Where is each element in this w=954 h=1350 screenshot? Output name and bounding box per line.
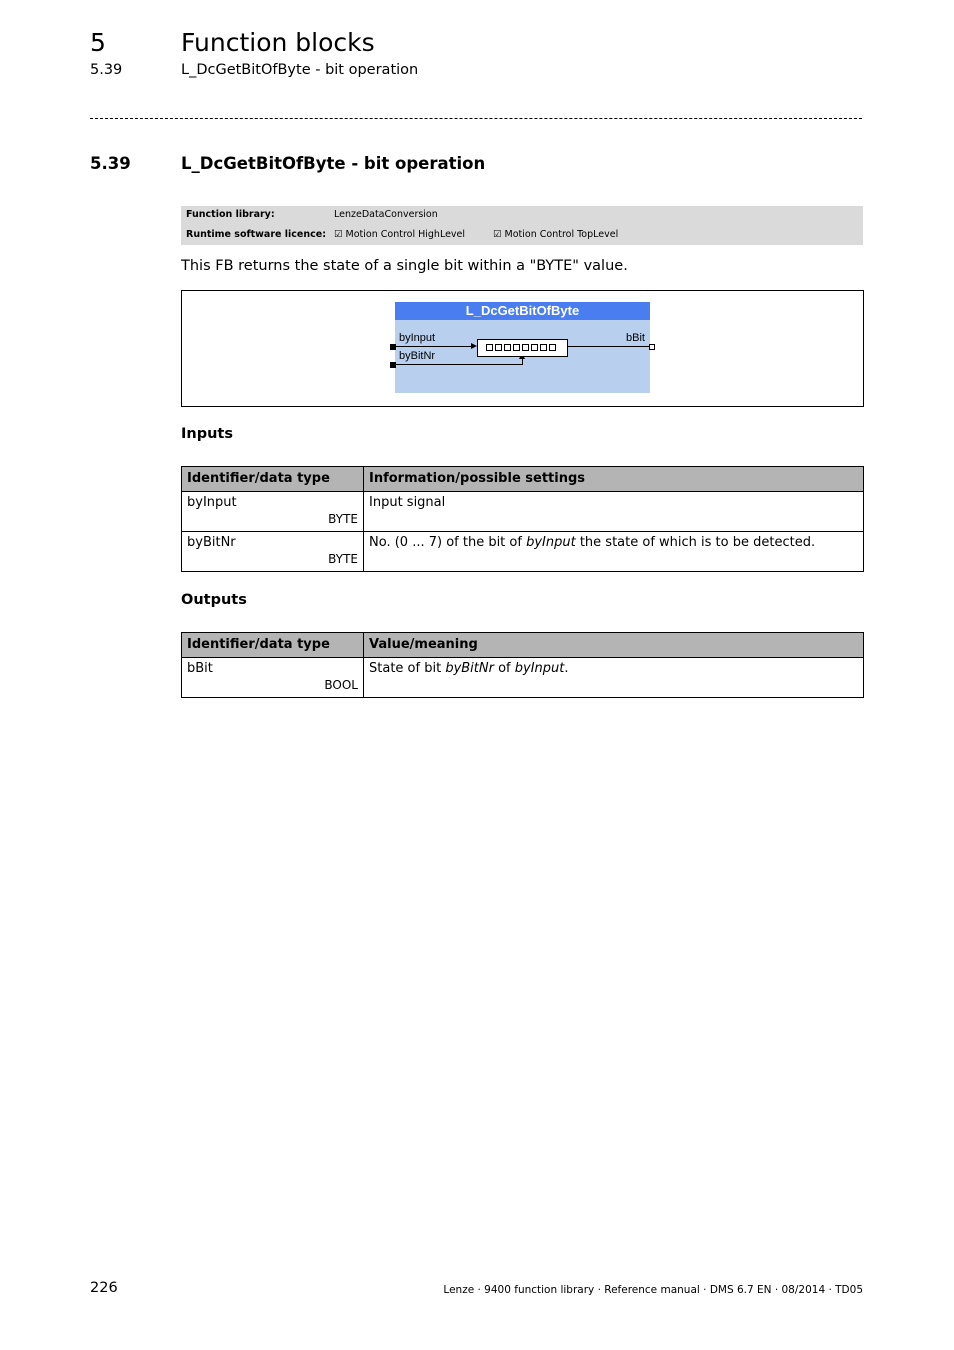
fb-block-title: L_DcGetBitOfByte	[395, 302, 650, 320]
library-value: LenzeDataConversion	[334, 209, 438, 220]
document-reference: Lenze · 9400 function library · Reference manual · DMS 6.7 EN · 08/2014 · TD05	[443, 1284, 863, 1296]
wire-bbit	[568, 346, 651, 347]
identifier: bBit	[187, 661, 213, 676]
inputs-table	[181, 466, 864, 572]
chapter-number: 5	[90, 28, 106, 57]
wire-bybitnr-vertical	[522, 358, 523, 365]
input-terminal-bybitnr	[390, 362, 396, 368]
library-info-box	[181, 206, 863, 245]
section-number: 5.39	[90, 154, 131, 173]
outputs-col-identifier: Identifier/data type	[182, 633, 364, 658]
info-text: .	[564, 661, 569, 676]
data-type: BOOL	[324, 678, 358, 692]
licence-highlevel: ☑ Motion Control HighLevel	[334, 229, 466, 240]
info-emphasis: byInput	[514, 661, 565, 676]
fb-output-bbit-label: bBit	[626, 332, 645, 344]
table-row	[182, 492, 864, 532]
data-type: BYTE	[328, 512, 358, 526]
inputs-col-information: Information/possible settings	[364, 467, 864, 492]
outputs-heading: Outputs	[181, 592, 247, 608]
identifier: byInput	[187, 495, 237, 510]
licence-toplevel: ☑ Motion Control TopLevel	[493, 229, 619, 240]
table-header-row	[182, 467, 864, 492]
header-divider	[90, 118, 862, 119]
bit-cell	[531, 344, 538, 351]
info-text: No. (0 ... 7) of the bit of	[369, 535, 527, 550]
input-terminal-byinput	[390, 344, 396, 350]
wire-bybitnr	[393, 364, 523, 365]
table-row	[182, 532, 864, 572]
identifier-cell	[182, 492, 364, 532]
wire-byinput	[393, 346, 474, 347]
identifier: byBitNr	[187, 535, 236, 550]
inputs-col-identifier: Identifier/data type	[182, 467, 364, 492]
bit-cell	[513, 344, 520, 351]
bit-cell	[522, 344, 529, 351]
byte-bits-icon	[477, 339, 568, 357]
bit-cell	[486, 344, 493, 351]
header-section-number: 5.39	[90, 62, 123, 78]
library-label: Function library:	[186, 209, 275, 220]
outputs-table	[181, 632, 864, 698]
table-header-row	[182, 633, 864, 658]
fb-input-byinput-label: byInput	[399, 332, 436, 344]
page-number: 226	[90, 1280, 118, 1296]
info-cell	[364, 532, 864, 572]
info-emphasis: byBitNr	[445, 661, 494, 676]
section-title: L_DcGetBitOfByte - bit operation	[181, 154, 486, 173]
identifier-cell	[182, 532, 364, 572]
outputs-col-value: Value/meaning	[364, 633, 864, 658]
bit-cell	[504, 344, 511, 351]
info-text: State of bit	[369, 661, 446, 676]
table-row	[182, 658, 864, 698]
info-emphasis: byInput	[526, 535, 576, 550]
info-text: of	[493, 661, 515, 676]
data-type: BYTE	[328, 552, 358, 566]
intro-text: This FB returns the state of a single bit within a "BYTE" value.	[181, 258, 628, 274]
bit-cell	[549, 344, 556, 351]
identifier-cell	[182, 658, 364, 698]
bit-cell	[495, 344, 502, 351]
licence-label: Runtime software licence:	[186, 229, 326, 240]
output-terminal-bbit	[649, 344, 655, 350]
header-section-title: L_DcGetBitOfByte - bit operation	[181, 62, 419, 78]
chapter-title: Function blocks	[181, 28, 375, 57]
fb-input-bybitnr-label: byBitNr	[399, 350, 436, 362]
inputs-heading: Inputs	[181, 426, 233, 442]
bit-cell	[540, 344, 547, 351]
info-text: the state of which is to be detected.	[575, 535, 816, 550]
info-cell	[364, 658, 864, 698]
info-cell: Input signal	[364, 492, 864, 532]
